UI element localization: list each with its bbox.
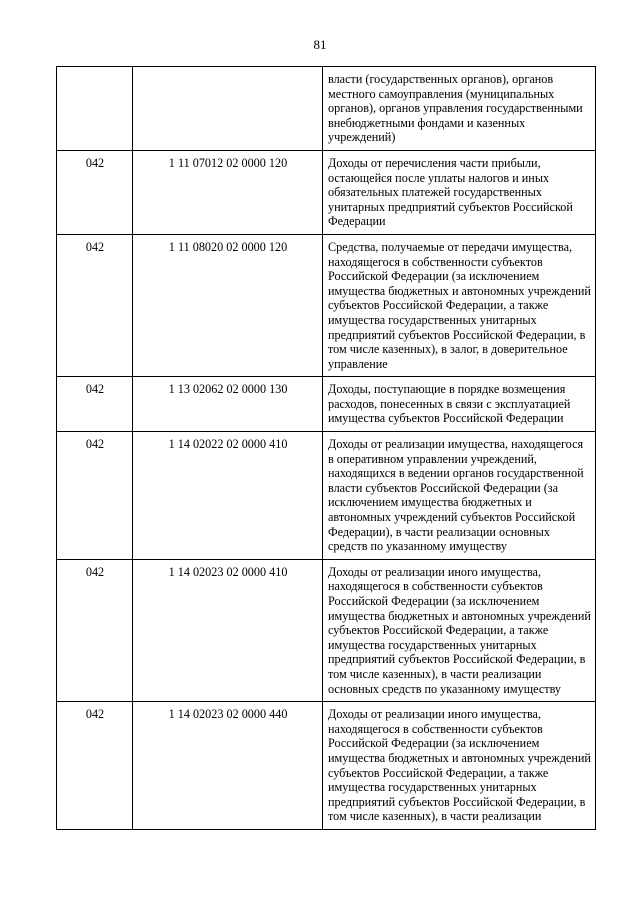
table-row xyxy=(57,67,596,151)
table-row xyxy=(57,559,596,701)
income-name-cell: Доходы от реализации иного имущества, находящегося в собственности субъектов Российской Федерации (за исключением имущества бюджетных и автономных учреждений субъектов Российской Федерации, а также имущества государственных унитарных предприятий субъектов Российской Федерации, в том числе казенных), в части реализации основных средств по указанному имуществу xyxy=(323,559,596,701)
table-row xyxy=(57,432,596,560)
table-row xyxy=(57,377,596,432)
page-number: 81 xyxy=(313,37,327,52)
budget-code-cell xyxy=(133,67,323,151)
budget-code-cell: 1 14 02022 02 0000 410 xyxy=(133,432,323,560)
admin-code-cell xyxy=(57,67,133,151)
income-name-cell: Доходы от реализации иного имущества, находящегося в собственности субъектов Российской Федерации (за исключением имущества бюджетных и автономных учреждений субъектов Российской Федерации, а также имущества государственных унитарных предприятий субъектов Российской Федерации, в том числе казенных), в части реализации xyxy=(323,702,596,830)
budget-code-cell: 1 13 02062 02 0000 130 xyxy=(133,377,323,432)
budget-code-cell: 1 11 07012 02 0000 120 xyxy=(133,150,323,234)
income-name-cell: власти (государственных органов), органов местного самоуправления (муниципальных органов), органов управления государственными внебюджетными фондами и казенных учреждений) xyxy=(323,67,596,151)
budget-code-cell: 1 14 02023 02 0000 410 xyxy=(133,559,323,701)
budget-classification-table xyxy=(56,66,596,830)
budget-code-cell: 1 14 02023 02 0000 440 xyxy=(133,702,323,830)
budget-code-cell: 1 11 08020 02 0000 120 xyxy=(133,234,323,376)
income-name-cell: Средства, получаемые от передачи имущества, находящегося в собственности субъектов Российской Федерации (за исключением имущества бюджетных и автономных учреждений субъектов Российской Федерации, а также имущества государственных унитарных предприятий субъектов Российской Федерации, в том числе казенных), в залог, в доверительное управление xyxy=(323,234,596,376)
admin-code-cell: 042 xyxy=(57,559,133,701)
income-name-cell: Доходы, поступающие в порядке возмещения расходов, понесенных в связи с эксплуатацией имущества субъектов Российской Федерации xyxy=(323,377,596,432)
income-name-cell: Доходы от перечисления части прибыли, остающейся после уплаты налогов и иных обязательных платежей государственных унитарных предприятий субъектов Российской Федерации xyxy=(323,150,596,234)
admin-code-cell: 042 xyxy=(57,377,133,432)
income-name-cell: Доходы от реализации имущества, находящегося в оперативном управлении учреждений, находящихся в ведении органов государственной власти субъектов Российской Федерации (за исключением имущества бюджетных и автономных учреждений субъектов Российской Федерации), в части реализации основных средств по указанному имуществу xyxy=(323,432,596,560)
admin-code-cell: 042 xyxy=(57,702,133,830)
table-row xyxy=(57,234,596,376)
admin-code-cell: 042 xyxy=(57,150,133,234)
table-row xyxy=(57,702,596,830)
table-row xyxy=(57,150,596,234)
admin-code-cell: 042 xyxy=(57,432,133,560)
admin-code-cell: 042 xyxy=(57,234,133,376)
